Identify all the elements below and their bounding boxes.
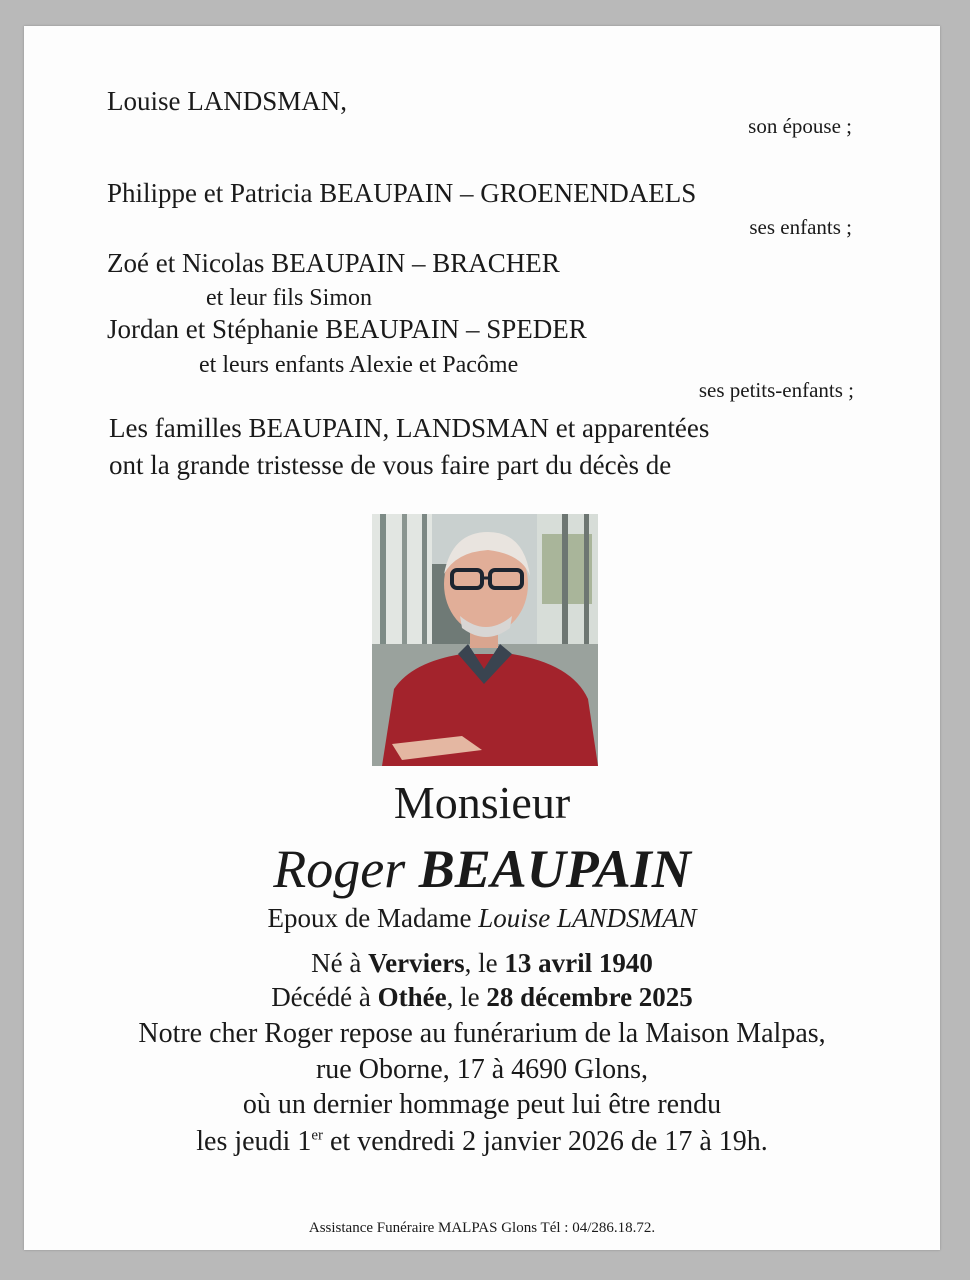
birth-line xyxy=(24,948,940,979)
visitation-line-2: rue Oborne, 17 à 4690 Glons, xyxy=(315,1054,649,1085)
visitation-superscript: er xyxy=(311,1127,323,1144)
deceased-last-name: BEAUPAIN xyxy=(418,839,691,899)
birth-place: Verviers xyxy=(368,948,465,978)
grandchild-family-1: Zoé et Nicolas BEAUPAIN – BRACHER xyxy=(107,248,560,278)
grandchildren-role: ses petits-enfants ; xyxy=(698,378,854,402)
deceased-title: Monsieur xyxy=(393,777,571,828)
children-role: ses enfants ; xyxy=(749,215,852,239)
grandchild-family-2-kids: et leurs enfants Alexie et Pacôme xyxy=(199,352,519,378)
birth-date: 13 avril 1940 xyxy=(504,948,653,978)
deceased-first-name: Roger xyxy=(273,839,406,899)
families-line-1: Les familles BEAUPAIN, LANDSMAN et apparentées xyxy=(109,413,710,443)
spouse-line-name: Louise LANDSMAN xyxy=(478,903,697,933)
spouse-role: son épouse ; xyxy=(748,114,852,138)
birth-mid: , le xyxy=(464,948,498,978)
spouse-line xyxy=(24,903,940,934)
death-date: 28 décembre 2025 xyxy=(486,982,693,1012)
footer-funeral-home: Assistance Funéraire MALPAS Glons Tél : 04/286.18.72. xyxy=(308,1220,656,1236)
spouse-prefix: Epoux de Madame xyxy=(267,903,472,933)
families-line-2: ont la grande tristesse de vous faire part du décès de xyxy=(109,450,672,480)
portrait-photo xyxy=(372,514,598,766)
death-prefix: Décédé à xyxy=(271,982,371,1012)
obituary-card xyxy=(24,26,940,1250)
children-name: Philippe et Patricia BEAUPAIN – GROENENDAELS xyxy=(107,178,697,208)
visitation-line-3: où un dernier hommage peut lui être rendu xyxy=(242,1089,722,1120)
death-line xyxy=(24,982,940,1013)
grandchild-family-1-kids: et leur fils Simon xyxy=(206,285,372,311)
birth-prefix: Né à xyxy=(311,948,362,978)
grandchild-family-2: Jordan et Stéphanie BEAUPAIN – SPEDER xyxy=(107,314,587,344)
spouse-name: Louise LANDSMAN, xyxy=(107,86,347,116)
visitation-days-prefix: les jeudi 1 xyxy=(196,1126,312,1157)
deceased-name xyxy=(24,838,940,900)
death-mid: , le xyxy=(446,982,480,1012)
visitation-days-suffix: et vendredi 2 janvier 2026 de 17 à 19h. xyxy=(322,1126,768,1157)
visitation-line-1: Notre cher Roger repose au funérarium de la Maison Malpas, xyxy=(138,1018,826,1049)
visitation-line-4 xyxy=(24,1126,940,1158)
death-place: Othée xyxy=(377,982,447,1012)
